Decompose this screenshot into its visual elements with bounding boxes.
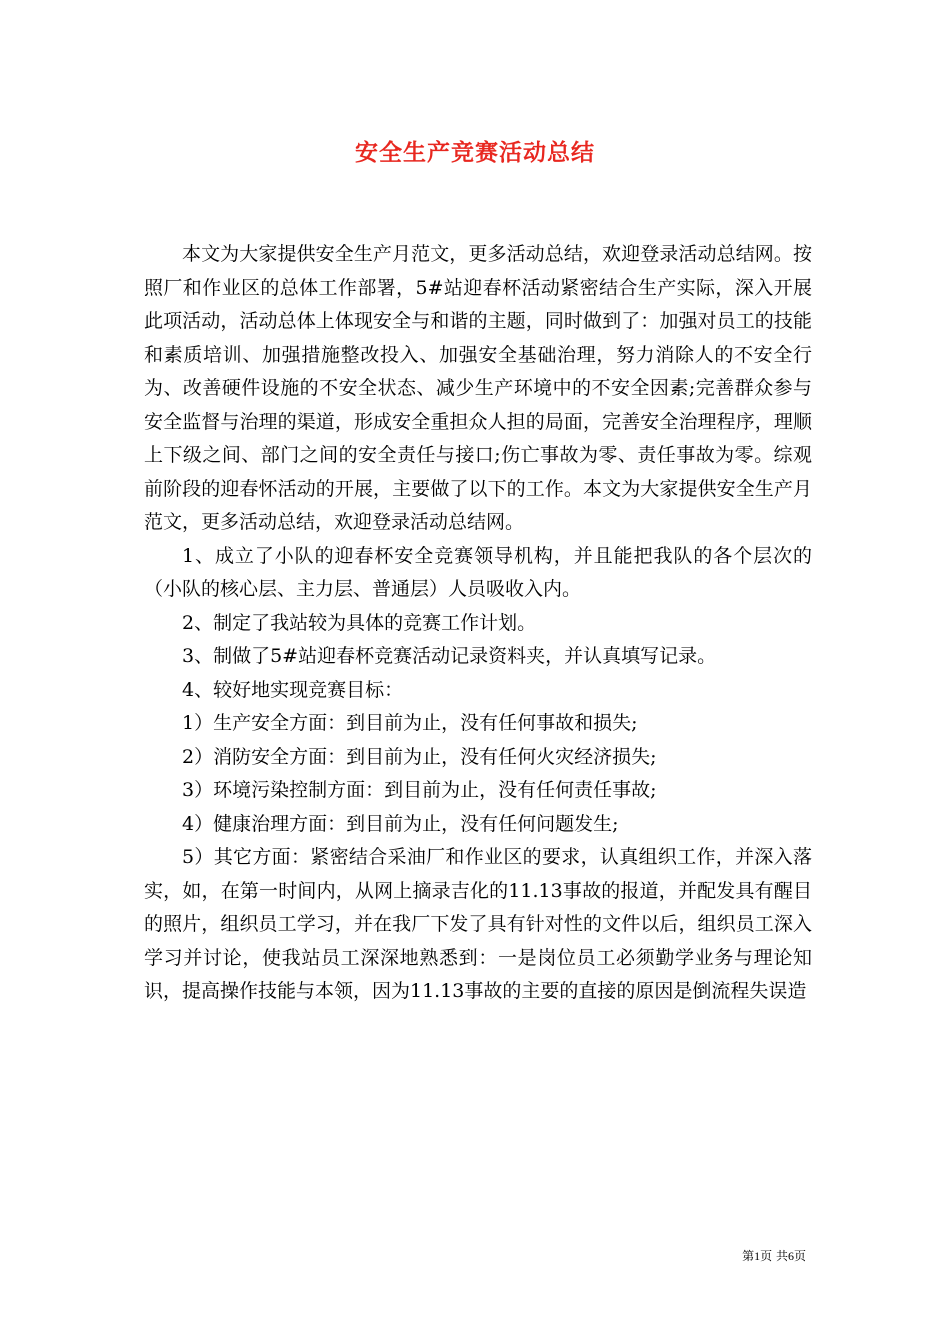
paragraph-subitem-2: 2）消防安全方面：到目前为止，没有任何火灾经济损失; — [182, 745, 657, 768]
document-body — [144, 238, 812, 1009]
footer-suffix: 页 — [793, 1249, 806, 1263]
footer-middle: 页 共 — [760, 1249, 788, 1263]
paragraph-item-1: 1、成立了小队的迎春杯安全竞赛领导机构，并且能把我队的各个层次的（小队的核心层、主力层、普通层）人员吸收入内。 — [144, 544, 812, 600]
paragraph-intro: 本文为大家提供安全生产月范文，更多活动总结，欢迎登录活动总结网。按照厂和作业区的总体工作部署，5#站迎春杯活动紧密结合生产实际，深入开展此项活动，活动总体上体现安全与和谐的主题，同时做到了：加强对员工的技能和素质培训、加强措施整改投入、加强安全基础治理，努力消除人的不安全行为、改善硬件设施的不安全状态、减少生产环境中的不安全因素;完善群众参与安全监督与治理的渠道，形成安全重担众人担的局面，完善安全治理程序，理顺上下级之间、部门之间的安全责任与接口;伤亡事故为零、责任事故为零。综观前阶段的迎春怀活动的开展，主要做了以下的工作。本文为大家提供安全生产月范文，更多活动总结，欢迎登录活动总结网。 — [144, 243, 812, 533]
paragraph-subitem-3: 3）环境污染控制方面：到目前为止，没有任何责任事故; — [182, 779, 657, 801]
paragraph-item-3: 3、制做了5#站迎春杯竞赛活动记录资料夹，并认真填写记录。 — [182, 645, 717, 667]
page-number-footer — [742, 1247, 806, 1264]
footer-prefix: 第 — [742, 1249, 755, 1263]
paragraph-item-4: 4、较好地实现竞赛目标： — [182, 678, 404, 701]
paragraph-subitem-5: 5）其它方面：紧密结合采油厂和作业区的要求，认真组织工作，并深入落实，如，在第一时间内，从网上摘录吉化的11.13事故的报道，并配发具有醒目的照片，组织员工学习，并在我厂下发了具有针对性的文件以后，组织员工深入学习并讨论，使我站员工深深地熟悉到：一是岗位员工必须勤学业务与理论知识，提高操作技能与本领，因为11.13事故的主要的直接的原因是倒流程失误造 — [144, 846, 812, 1002]
paragraph-subitem-1: 1）生产安全方面：到目前为止，没有任何事故和损失; — [182, 712, 638, 734]
document-title: 安全生产竞赛活动总结 — [355, 139, 595, 166]
paragraph-item-2: 2、制定了我站较为具体的竞赛工作计划。 — [182, 611, 537, 634]
footer-current-page: 1 — [754, 1249, 761, 1263]
footer-total-pages: 6 — [787, 1249, 794, 1263]
paragraph-subitem-4: 4）健康治理方面：到目前为止，没有任何问题发生; — [182, 812, 619, 835]
